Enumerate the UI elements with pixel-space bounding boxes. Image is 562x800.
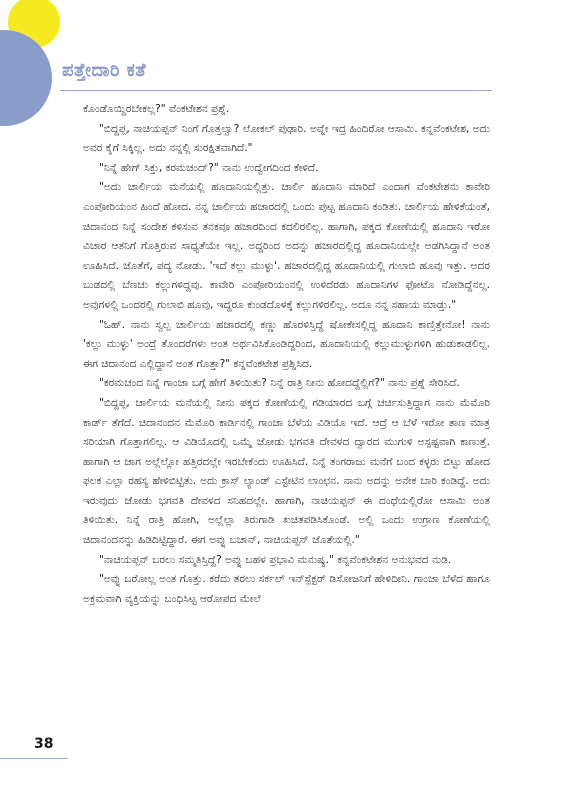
- paragraph: "ಬಿದ್ದಪ್ಪ, ಚಾರ್ಲಿಯ ಮನೆಯಲ್ಲಿ ನೀನು ಪಕ್ಕದ ಕೋಣೆಯಲ್ಲಿ ಗಡಿಯಾರದ ಬಗ್ಗೆ ಚರ್ಚಿಸುತ್ತಿದ್ದಾಗ ನಾನು ಮೆಮೊರಿ ಕಾರ್ಡ್ ತೆಗೆದೆ. ಚಿದಾನಂದನ ಮೆಮೊರಿ ಕಾರ್ಡಿನಲ್ಲಿ ಗಾಂಜಾ ಬೆಳೆಯ ವಿಡಿಯೊ ಇದೆ. ಆದ್ರೆ ಆ ಬೆಳೆ ಇರೋ ತಾಣ ಮಾತ್ರ ಸರಿಯಾಗಿ ಗೊತ್ತಾಗಲಿಲ್ಲ. ಆ ವಿಡಿಯೊದಲ್ಲಿ ಒಮ್ಮೆ ಜೋಡು ಭಗವತಿ ದೇವಳದ ದ್ವಾರದ ಮುಗುಳಿ ಅಸ್ಪಷ್ಟವಾಗಿ ಕಾಣುತ್ತೆ. ಹಾಗಾಗಿ ಆ ಜಾಗ ಅಲ್ಲೆಲ್ಲೋ ಹತ್ತಿರದಲ್ಲೇ ಇರಬೇಕೆಂದು ಊಹಿಸಿದೆ. ನಿನ್ನೆ ತಂಗರಾಜು ಮನೆಗೆ ಬಂದ ಕಳ್ಳರು ಬಿಟ್ಟು ಹೋದ ಫಲಕ ಎಲ್ಲಾ ರಹಸ್ಯ ಹೇಳಿಬಿಟ್ಟಿತು. ಅದು ಕ್ರಾಸ್ ಲ್ಯಾಂಡ್ ಎಸ್ಟೇಟಿನ ಲಾಂಛನ. ನಾನು ಅದನ್ನು ಅನೇಕ ಬಾರಿ ಕಂಡಿದ್ದೆ. ಅದು ಇರುವುದು ಜೋಡು ಭಗವತಿ ದೇವಳದ ಸನಿಹದಲ್ಲೇ. ಹಾಗಾಗಿ, ನಾಚಿಯಪ್ಪನ್ ಈ ದಂಧೆಯಲ್ಲಿರೋ ಆಸಾಮಿ ಅಂತ ತಿಳಿಯಿತು. ನಿನ್ನೆ ರಾತ್ರಿ ಹೋಗಿ, ಅಲ್ಲೆಲ್ಲಾ ತಿರುಗಾಡಿ ಖಚಿತಪಡಿಸಿಕೊಂಡೆ. ಅಲ್ಲಿ ಒಂದು ಉಗ್ರಾಣ ಕೋಣೆಯಲ್ಲಿ ಚಿದಾನಂದನನ್ನು ಹಿಡಿದಿಟ್ಟಿದ್ದಾರೆ. ಈಗ ಅವ್ನು ಬಚಾನ್, ನಾಚಿಯಪ್ಪನ್ ಜೊತೆಯಲ್ಲಿ.": [83, 396, 490, 547]
- paragraph: "ಅದು ಚಾರ್ಲಿಯ ಮನೆಯಲ್ಲಿ ಹೂದಾನಿಯಲ್ಲಿತ್ತು. ಚಾರ್ಲಿ ಹೂದಾನಿ ಮಾರಿದೆ ಎಂದಾಗ ವೆಂಕಟೇಶನು ಕಾವೇರಿ ಎಂಪೋರಿಯಂನ ಹಿಂದೆ ಹೋದ. ನನ್ನ ಚಾರ್ಲಿಯ ಹಜಾರದಲ್ಲಿ ಒಂದು ಪುಟ್ಟ ಹೂದಾನಿ ಕಂಡಿತು. ಚಾರ್ಲಿಯ ಹೇಳಿಕೆಯಂತೆ, ಚಿದಾನಂದ ನಿನ್ನೆ ಸಂದೇಶ ಕಳಿಸುವ ತನಕವೂ ಹಜಾರದಿಂದ ಕದಲಿರಲಿಲ್ಲ. ಹಾಗಾಗಿ, ಪಕ್ಕದ ಕೋಣೆಯಲ್ಲಿ ಹೂದಾನಿ ಇರೋ ವಿಚಾರ ಆತನಿಗೆ ಗೊತ್ತಿರುವ ಸಾಧ್ಯತೆಯೇ ಇಲ್ಲ. ಅದ್ದರಿಂದ ಅದನ್ನು ಹಜಾರದಲ್ಲಿದ್ದ ಹೂದಾನಿಯಲ್ಲೇ ಅಡಗಿಸಿದ್ದಾನೆ ಅಂತ ಊಹಿಸಿದೆ. ಜೊತೆಗೆ, ಪದ್ಯ ನೋಡು. 'ಇದೆ ಕಲ್ಲು ಮುಳ್ಳು'. ಹಜಾರದಲ್ಲಿದ್ದ ಹೂದಾನಿಯಲ್ಲಿ ಗುಲಾಬಿ ಹೂವು ಇತ್ತು. ಅದರ ಬುಡದಲ್ಲಿ ಬೆಣಚು ಕಲ್ಲುಗಳಿದ್ದವು. ಕಾವೇರಿ ಎಂಪೋರಿಯಂನಲ್ಲಿ ಉಳಿದೆರಡು ಹೂದಾನಿಗಳ ಫೋಟೊ ನೋಡಿದ್ದೆನಲ್ಲ. ಅವುಗಳಲ್ಲಿ ಒಂದರಲ್ಲಿ ಗುಲಾಬಿ ಹೂವು, ಇದ್ದರೂ ಕುಂಡದೊಳಕ್ಕೆ ಕಲ್ಲುಗಳಿರಲಿಲ್ಲ. ಅದೂ ನನ್ನ ಸಹಾಯ ಮಾಡ್ತು.": [83, 181, 490, 311]
- paragraph: ಕೊಂಡೊಯ್ದಿರಬೇಕಲ್ಲ?" ವೆಂಕಟೇಶನ ಪ್ರಶ್ನೆ.: [83, 103, 230, 115]
- footer-divider: [0, 758, 68, 759]
- paragraph: "ಬಿದ್ದಪ್ಪ, ನಾಚಿಯಪ್ಪನ್ ನಿಂಗೆ ಗೊತ್ತಲ್ವಾ? ಲೋಕಲ್ ಪುಢಾರಿ. ಅವ್ನೇ ಇದ್ರ ಹಿಂದಿರೋ ಆಸಾಮಿ. ಕನ್ನವೆಂಕಟೇಶ, ಅದು ಅವರ ಕೈಗೆ ಸಿಕ್ಕಿಲ್ಲ. ಅದು ನನ್ನಲ್ಲಿ ಸುರಕ್ಷಿತವಾಗಿದೆ.": [83, 122, 490, 155]
- paragraph: "ನಿನ್ನೆ ಹೇಗ್ ಸಿಕ್ತು, ಕರಮಚಂದ್?" ನಾನು ಉದ್ವೇಗದಿಂದ ಕೇಳಿದೆ.: [99, 161, 319, 174]
- header-divider: [60, 90, 492, 91]
- section-title: ಪತ್ತೇದಾರಿ ಕತೆ: [62, 60, 147, 81]
- article-body: [83, 100, 490, 609]
- paragraph: "ಕರಮಚಂದ ನಿನ್ನೆ ಗಾಂಜಾ ಬಗ್ಗೆ ಹೇಗೆ ತಿಳಿಯಿತು? ನಿನ್ನೆ ರಾತ್ರಿ ನೀನು ಹೋದದ್ದೆಲ್ಲಿಗೆ?" ನಾನು ಪ್ರಶ್ನೆ ಸೇರಿಸಿದೆ.: [99, 377, 460, 390]
- paragraph: "ನಾಚಿಯಪ್ಪನ್ ಬರಲು ಸಮ್ಮತಿಸ್ತಿದ್ದೆ? ಅವ್ನು ಬಹಳ ಪ್ರಭಾವಿ ಮನುಷ್ಯ." ಕನ್ನವೆಂಕಟೇಶನ ಅನುಭವದ ನುಡಿ.: [99, 553, 452, 566]
- paragraph: "ಅವ್ನು ಬರೋಲ್ಲ ಅಂತ ಗೊತ್ತು. ಕರೆದು ತರಲು ಸರ್ಕಲ್ ಇನ್‌ಸ್ಪೆಕ್ಟರ್ ಡಿಸೋಜನಿಗೆ ಹೇಳಿದೀನಿ. ಗಾಂಜಾ ಬೆಳೆದ ಹಾಗೂ ಅಕ್ರಮವಾಗಿ ವ್ಯಕ್ತಿಯನ್ನು ಬಂಧಿಸಿಟ್ಟ ಆರೋಪದ ಮೇಲೆ: [83, 573, 490, 605]
- page-number: 38: [34, 736, 54, 752]
- paragraph: "ಓಹ್. ನಾನು ಸ್ವಲ್ಪ ಚಾರ್ಲಿಯ ಹಜಾರದಲ್ಲಿ ಕಣ್ಣು ಹೊರಳಿಸ್ತಿದ್ದೆ ಷೋಕೇಸಲ್ಲಿದ್ದ ಹೂದಾನಿ ಕಾಣ್ತಿತ್ತೇನೋ! ನಾನು 'ಕಲ್ಲು ಮುಳ್ಳು' ಅಂದ್ರೆ ತೊಂದರೆಗಳು ಅಂತ ಅರ್ಥವಿಸಿಕೊಂಡಿದ್ದರಿಂದ, ಹೂದಾನಿಯಲ್ಲಿ ಕಲ್ಲುಮುಳ್ಳುಗಳಿಗಿ ಹುಡುಕಾಡಲಿಲ್ಲ. ಈಗ ಚಿದಾನಂದ ಎಲ್ಲಿದ್ದಾನೆ ಅಂತ ಗೊತ್ತಾ?" ಕನ್ನವೆಂಕಟೇಶ ಪ್ರಶ್ನಿಸಿದ.: [83, 318, 490, 370]
